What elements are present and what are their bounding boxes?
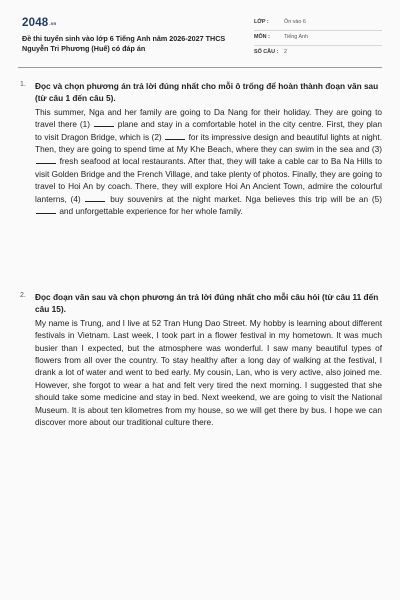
- logo-text: 2048: [22, 17, 49, 29]
- passage-text: plane and stay in a comfortable hotel in the city centre. First, they plan to visit Dragon Bridge, which is (2): [35, 119, 383, 142]
- site-logo[interactable]: [22, 17, 57, 29]
- reading-passage: My name is Trung, and I live at 52 Tran Hung Dao Street. My hobby is learning about different festivals in Vietnam. Last week, I took part in a flower festival in my hometown. It was much busier than I expected, but the atmosphere was wonderful. I saw many beautiful types of flowers from all over the country. To stay healthy after a long day of walking at the festival, I drank a lot of water and went to bed early. My cousin, Lan, who is very active, also joined me. However, she forgot to wear a hat and felt very tired the next morning. I suggested that she should take some medicine and stay in bed. Next weekend, we are going to visit the National Museum. It is about ten kilometres from my house, so we will get there by bus. I hope we can discover more about our traditional culture there.: [35, 317, 382, 428]
- meta-row-subject: [254, 31, 382, 46]
- meta-value: 2: [284, 49, 287, 55]
- header-divider: [18, 67, 382, 68]
- meta-value: Tiếng Anh: [284, 34, 309, 40]
- question-number: 1.: [20, 81, 26, 88]
- question-section-1: [20, 80, 382, 217]
- passage-text: buy souvenirs at the night market. Nga believes this trip will be an (5): [110, 193, 382, 204]
- question-instruction: Đọc và chọn phương án trả lời đúng nhất cho mỗi ô trống để hoàn thành đoạn văn sau (từ câu 1 đến câu 5).: [35, 81, 379, 104]
- meta-label: SỐ CÂU :: [254, 49, 279, 55]
- exam-meta-box: [254, 16, 382, 60]
- exam-title: Đề thi tuyển sinh vào lớp 6 Tiếng Anh năm 2026-2027 THCS Nguyễn Tri Phương (Huế) có đáp án: [22, 34, 226, 53]
- logo-suffix: .vn: [49, 21, 57, 26]
- answer-blank: [165, 132, 185, 140]
- question-number: 2.: [20, 292, 26, 299]
- question-section-2: [20, 291, 382, 428]
- question-instruction: Đọc đoạn văn sau và chọn phương án trả lời đúng nhất cho mỗi câu hỏi (từ câu 11 đến câu 15).: [35, 292, 379, 315]
- passage-text: fresh seafood at local restaurants. After that, they will take a cable car to Ba Na Hills to visit Golden Bridge and the French Village, and take plenty of photos. Finally, they are going to travel to Hoi An by coach. There, they will explore Hoi An Ancient Town, admire the colourful lanterns, (4): [35, 156, 382, 204]
- answer-blank: [85, 194, 105, 202]
- answer-blank: [36, 206, 56, 214]
- answer-blank: [36, 156, 56, 164]
- meta-row-class: [254, 16, 382, 31]
- meta-row-question-count: [254, 46, 382, 60]
- passage-text: for its impressive design and beautiful lights at night. Then, they are going to spend time at My Khe Beach, where they can swim in the sea and (3): [35, 131, 383, 155]
- meta-value: Ôn vào 6: [284, 19, 306, 25]
- meta-label: MÔN :: [254, 34, 270, 40]
- reading-passage: [35, 106, 382, 218]
- passage-text: and unforgettable experience for her whole family.: [59, 206, 243, 217]
- meta-label: LỚP :: [254, 19, 269, 25]
- passage-text: This summer, Nga and her family are going to Da Nang for their holiday. They are going to travel there (1): [35, 106, 382, 130]
- answer-blank: [94, 119, 114, 127]
